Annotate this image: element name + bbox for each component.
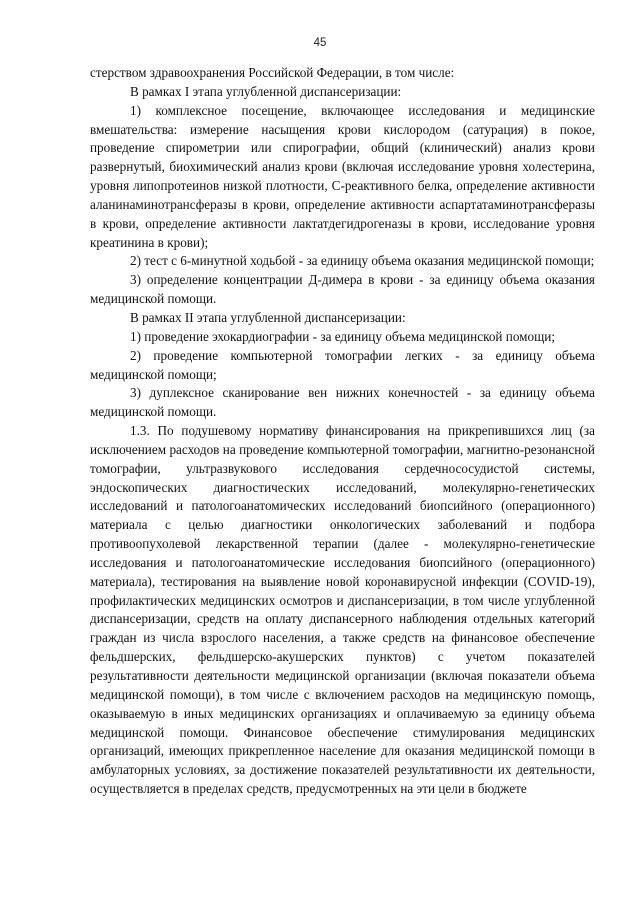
paragraph-intro: стерством здравоохранения Российской Федерации, в том числе: (90, 65, 455, 80)
page-number: 45 (313, 37, 327, 49)
paragraph-stage-one-item-2: 2) тест с 6-минутной ходьбой - за единицу объема оказания медицинской помощи; (130, 253, 595, 269)
paragraph-stage-two-item-2: 2) проведение компьютерной томографии легких - за единицу объема медицинской помощи; (90, 347, 595, 382)
paragraph-stage-one-heading: В рамках I этапа углубленной диспансеризации: (130, 83, 402, 99)
paragraph-section-1-3: 1.3. По подушевому нормативу финансирования на прикрепившихся лиц (за исключением расходов на проведение компьютерной томографии, магнитно-резонансной томографии, ультразвукового исследования сердечнососудистой системы, эндоскопических диагностических исследований, молекулярно-генетических исследований и патологоанатомических исследований биопсийного (операционного) материала с целью диагностики онкологических заболеваний и подбора противоопухолевой лекарственной терапии (далее - молекулярно-генетические исследования и патологоанатомические исследования биопсийного (операционного) материала), тестирования на выявление новой коронавирусной инфекции (COVID-19), профилактических медицинских осмотров и диспансеризации, в том числе углубленной диспансеризации, средств на оплату диспансерного наблюдения отдельных категорий граждан из числа взрослого населения, а также средств на финансовое обеспечение фельдшерских, фельдшерско-акушерских пунктов) с учетом показателей результативности деятельности медицинской организации (включая показатели объема медицинской помощи), в том числе с включением расходов на медицинскую помощь, оказываемую в иных медицинских организациях и оплачиваемую за единицу объема медицинской помощи. Финансовое обеспечение стимулирования медицинских организаций, имеющих прикрепленное население для оказания медицинской помощи в амбулаторных условиях, за достижение показателей результативности их деятельности, осуществляется в пределах средств, предусмотренных на эти цели в бюджете (90, 423, 595, 797)
paragraph-stage-one-item-1: 1) комплексное посещение, включающее исследования и медицинские вмешательства: измерение насыщения крови кислородом (сатурация) в покое, проведение спирометрии или спирографии, общий (клинический) анализ крови развернутый, биохимический анализ крови (включая исследование уровня холестерина, уровня липопротеинов низкой плотности, С-реактивного белка, определение активности аланинаминотрансферазы в крови, определение активности аспартатаминотрансферазы в крови, определение активности лактатдегидрогеназы в крови, исследование уровня креатинина в крови); (90, 102, 595, 250)
paragraph-stage-one-item-3: 3) определение концентрации Д-димера в крови - за единицу объема оказания медицинской помощи. (90, 272, 595, 307)
paragraph-stage-two-item-3: 3) дуплексное сканирование вен нижних конечностей - за единицу объема медицинской помощи. (90, 385, 595, 420)
paragraph-stage-two-item-1: 1) проведение эхокардиографии - за единицу объема медицинской помощи; (130, 328, 555, 344)
document-body (90, 64, 595, 799)
paragraph-stage-two-heading: В рамках II этапа углубленной диспансеризации: (130, 309, 406, 325)
